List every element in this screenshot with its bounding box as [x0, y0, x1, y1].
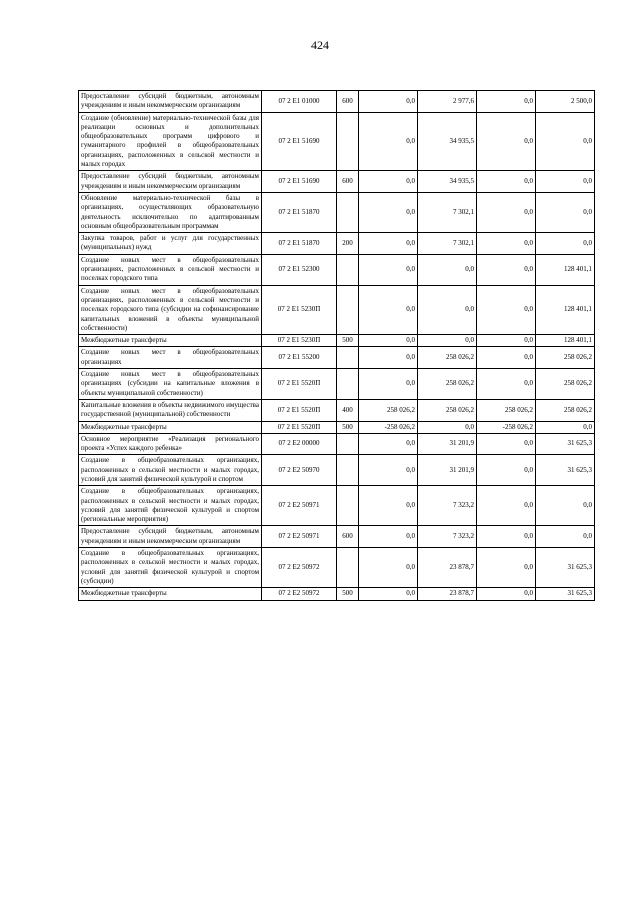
- row-amount-4: 128 401,1: [536, 335, 595, 347]
- row-amount-3: 0,0: [477, 285, 536, 334]
- row-amount-2: 0,0: [418, 421, 477, 433]
- row-expense-type: [337, 192, 359, 232]
- table-row: [79, 171, 595, 193]
- row-amount-2: 258 026,2: [418, 399, 477, 421]
- row-code: 07 2 E2 50971: [262, 486, 337, 526]
- row-amount-1: 0,0: [359, 526, 418, 548]
- table-row: [79, 399, 595, 421]
- row-amount-1: -258 026,2: [359, 421, 418, 433]
- row-amount-4: 0,0: [536, 233, 595, 255]
- row-description: Создание (обновление) материально-технической базы для реализации основных и дополнительных общеобразовательных программ цифрового и гуманитарного профилей в общеобразовательных организациях, расположенных в сельской местности и малых городах: [79, 112, 262, 171]
- row-description: Обновление материально-технической базы в организациях, осуществляющих образовательную деятельность исключительно по адаптированным основным общеобразовательным программам: [79, 192, 262, 232]
- row-amount-4: 0,0: [536, 486, 595, 526]
- table-row: [79, 526, 595, 548]
- row-amount-3: 0,0: [477, 112, 536, 171]
- row-code: 07 2 E1 51690: [262, 112, 337, 171]
- table-row: [79, 455, 595, 486]
- row-expense-type: [337, 254, 359, 285]
- row-amount-4: 31 625,3: [536, 455, 595, 486]
- row-code: 07 2 E1 51870: [262, 192, 337, 232]
- row-expense-type: [337, 548, 359, 588]
- table-row: [79, 254, 595, 285]
- row-amount-1: 0,0: [359, 433, 418, 455]
- row-amount-3: -258 026,2: [477, 421, 536, 433]
- row-code: 07 2 E2 00000: [262, 433, 337, 455]
- row-expense-type: [337, 347, 359, 369]
- budget-table: [78, 90, 595, 601]
- row-amount-3: 0,0: [477, 526, 536, 548]
- table-row: [79, 347, 595, 369]
- row-code: 07 2 E2 50971: [262, 526, 337, 548]
- row-amount-2: 34 935,5: [418, 171, 477, 193]
- row-amount-2: 31 201,9: [418, 433, 477, 455]
- row-description: Создание в общеобразовательных организациях, расположенных в сельской местности и малых городах, условий для занятий физической культурой и спортом: [79, 455, 262, 486]
- table-row: [79, 369, 595, 400]
- row-code: 07 2 E1 01000: [262, 91, 337, 113]
- row-amount-3: 0,0: [477, 192, 536, 232]
- row-amount-4: 31 625,3: [536, 588, 595, 600]
- row-expense-type: 200: [337, 233, 359, 255]
- row-code: 07 2 E2 50972: [262, 588, 337, 600]
- row-expense-type: [337, 433, 359, 455]
- row-amount-3: 0,0: [477, 433, 536, 455]
- row-expense-type: 600: [337, 171, 359, 193]
- row-code: 07 2 E1 51690: [262, 171, 337, 193]
- row-amount-4: 31 625,3: [536, 433, 595, 455]
- row-amount-3: 0,0: [477, 548, 536, 588]
- row-amount-1: 0,0: [359, 254, 418, 285]
- row-description: Предоставление субсидий бюджетным, автономным учреждениям и иным некоммерческим организациям: [79, 526, 262, 548]
- row-amount-3: 0,0: [477, 347, 536, 369]
- row-amount-4: 0,0: [536, 421, 595, 433]
- table-row: [79, 112, 595, 171]
- row-amount-1: 0,0: [359, 285, 418, 334]
- row-amount-3: 0,0: [477, 233, 536, 255]
- row-amount-1: 0,0: [359, 588, 418, 600]
- row-expense-type: 600: [337, 91, 359, 113]
- row-code: 07 2 E1 51870: [262, 233, 337, 255]
- row-expense-type: [337, 369, 359, 400]
- row-code: 07 2 E1 5230П: [262, 335, 337, 347]
- row-amount-1: 0,0: [359, 455, 418, 486]
- row-amount-1: 0,0: [359, 192, 418, 232]
- table-row: [79, 421, 595, 433]
- row-amount-3: 0,0: [477, 369, 536, 400]
- row-description: Предоставление субсидий бюджетным, автономным учреждениям и иным некоммерческим организациям: [79, 91, 262, 113]
- row-amount-2: 0,0: [418, 254, 477, 285]
- table-row: [79, 335, 595, 347]
- row-expense-type: [337, 285, 359, 334]
- row-amount-2: 7 302,1: [418, 233, 477, 255]
- row-amount-4: 128 401,1: [536, 254, 595, 285]
- row-expense-type: 500: [337, 588, 359, 600]
- row-amount-1: 0,0: [359, 548, 418, 588]
- row-amount-2: 7 302,1: [418, 192, 477, 232]
- row-amount-2: 2 977,6: [418, 91, 477, 113]
- row-expense-type: 600: [337, 526, 359, 548]
- row-amount-2: 23 878,7: [418, 548, 477, 588]
- row-amount-4: 0,0: [536, 192, 595, 232]
- row-expense-type: 400: [337, 399, 359, 421]
- row-amount-4: 258 026,2: [536, 369, 595, 400]
- row-amount-3: 258 026,2: [477, 399, 536, 421]
- row-code: 07 2 E1 55200: [262, 347, 337, 369]
- row-description: Создание в общеобразовательных организациях, расположенных в сельской местности и малых городах, условий для занятий физической культурой и спортом (региональные мероприятия): [79, 486, 262, 526]
- row-code: 07 2 E1 5520П: [262, 421, 337, 433]
- table-row: [79, 192, 595, 232]
- row-amount-2: 7 323,2: [418, 486, 477, 526]
- row-amount-2: 0,0: [418, 285, 477, 334]
- row-amount-3: 0,0: [477, 335, 536, 347]
- row-amount-1: 0,0: [359, 335, 418, 347]
- row-amount-2: 23 878,7: [418, 588, 477, 600]
- row-code: 07 2 E2 50972: [262, 548, 337, 588]
- row-amount-4: 128 401,1: [536, 285, 595, 334]
- row-code: 07 2 E1 5520П: [262, 369, 337, 400]
- row-amount-3: 0,0: [477, 588, 536, 600]
- table-row: [79, 486, 595, 526]
- row-description: Предоставление субсидий бюджетным, автономным учреждениям и иным некоммерческим организациям: [79, 171, 262, 193]
- row-amount-3: 0,0: [477, 486, 536, 526]
- row-amount-2: 258 026,2: [418, 369, 477, 400]
- row-amount-1: 258 026,2: [359, 399, 418, 421]
- row-amount-4: 258 026,2: [536, 347, 595, 369]
- table-row: [79, 588, 595, 600]
- row-description: Создание новых мест в общеобразовательных организациях: [79, 347, 262, 369]
- row-amount-2: 31 201,9: [418, 455, 477, 486]
- row-amount-4: 0,0: [536, 171, 595, 193]
- table-row: [79, 285, 595, 334]
- table-row: [79, 91, 595, 113]
- row-amount-3: 0,0: [477, 91, 536, 113]
- row-amount-4: 0,0: [536, 112, 595, 171]
- row-description: Капитальные вложения в объекты недвижимого имущества государственной (муниципальной) собственности: [79, 399, 262, 421]
- row-description: Межбюджетные трансферты: [79, 588, 262, 600]
- row-amount-1: 0,0: [359, 112, 418, 171]
- table-row: [79, 548, 595, 588]
- row-amount-2: 34 935,5: [418, 112, 477, 171]
- row-amount-3: 0,0: [477, 171, 536, 193]
- row-amount-1: 0,0: [359, 233, 418, 255]
- row-description: Межбюджетные трансферты: [79, 335, 262, 347]
- table-row: [79, 233, 595, 255]
- row-amount-1: 0,0: [359, 369, 418, 400]
- page-number: 424: [311, 38, 329, 52]
- row-amount-4: 2 500,0: [536, 91, 595, 113]
- row-amount-4: 31 625,3: [536, 548, 595, 588]
- row-expense-type: 500: [337, 335, 359, 347]
- row-code: 07 2 E2 50970: [262, 455, 337, 486]
- row-amount-1: 0,0: [359, 486, 418, 526]
- row-amount-3: 0,0: [477, 455, 536, 486]
- row-amount-4: 0,0: [536, 526, 595, 548]
- row-description: Создание новых мест в общеобразовательных организациях, расположенных в сельской местности и поселках городского типа: [79, 254, 262, 285]
- row-amount-1: 0,0: [359, 347, 418, 369]
- row-amount-2: 0,0: [418, 335, 477, 347]
- row-code: 07 2 E1 5230П: [262, 285, 337, 334]
- row-expense-type: [337, 112, 359, 171]
- row-expense-type: 500: [337, 421, 359, 433]
- row-description: Создание в общеобразовательных организациях, расположенных в сельской местности и малых городах, условий для занятий физической культурой и спортом (субсидии): [79, 548, 262, 588]
- row-expense-type: [337, 455, 359, 486]
- row-code: 07 2 E1 52300: [262, 254, 337, 285]
- row-amount-1: 0,0: [359, 91, 418, 113]
- row-amount-4: 258 026,2: [536, 399, 595, 421]
- row-amount-1: 0,0: [359, 171, 418, 193]
- row-amount-3: 0,0: [477, 254, 536, 285]
- row-amount-2: 7 323,2: [418, 526, 477, 548]
- row-description: Закупка товаров, работ и услуг для государственных (муниципальных) нужд: [79, 233, 262, 255]
- table-row: [79, 433, 595, 455]
- row-expense-type: [337, 486, 359, 526]
- row-description: Создание новых мест в общеобразовательных организациях, расположенных в сельской местности и поселках городского типа (субсидии на софинансирование капитальных вложений в объекты муниципальной собственности): [79, 285, 262, 334]
- row-amount-2: 258 026,2: [418, 347, 477, 369]
- row-code: 07 2 E1 5520П: [262, 399, 337, 421]
- row-description: Создание новых мест в общеобразовательных организациях (субсидии на капитальные вложения в объекты муниципальной собственности): [79, 369, 262, 400]
- row-description: Межбюджетные трансферты: [79, 421, 262, 433]
- row-description: Основное мероприятие «Реализация регионального проекта «Успех каждого ребенка»: [79, 433, 262, 455]
